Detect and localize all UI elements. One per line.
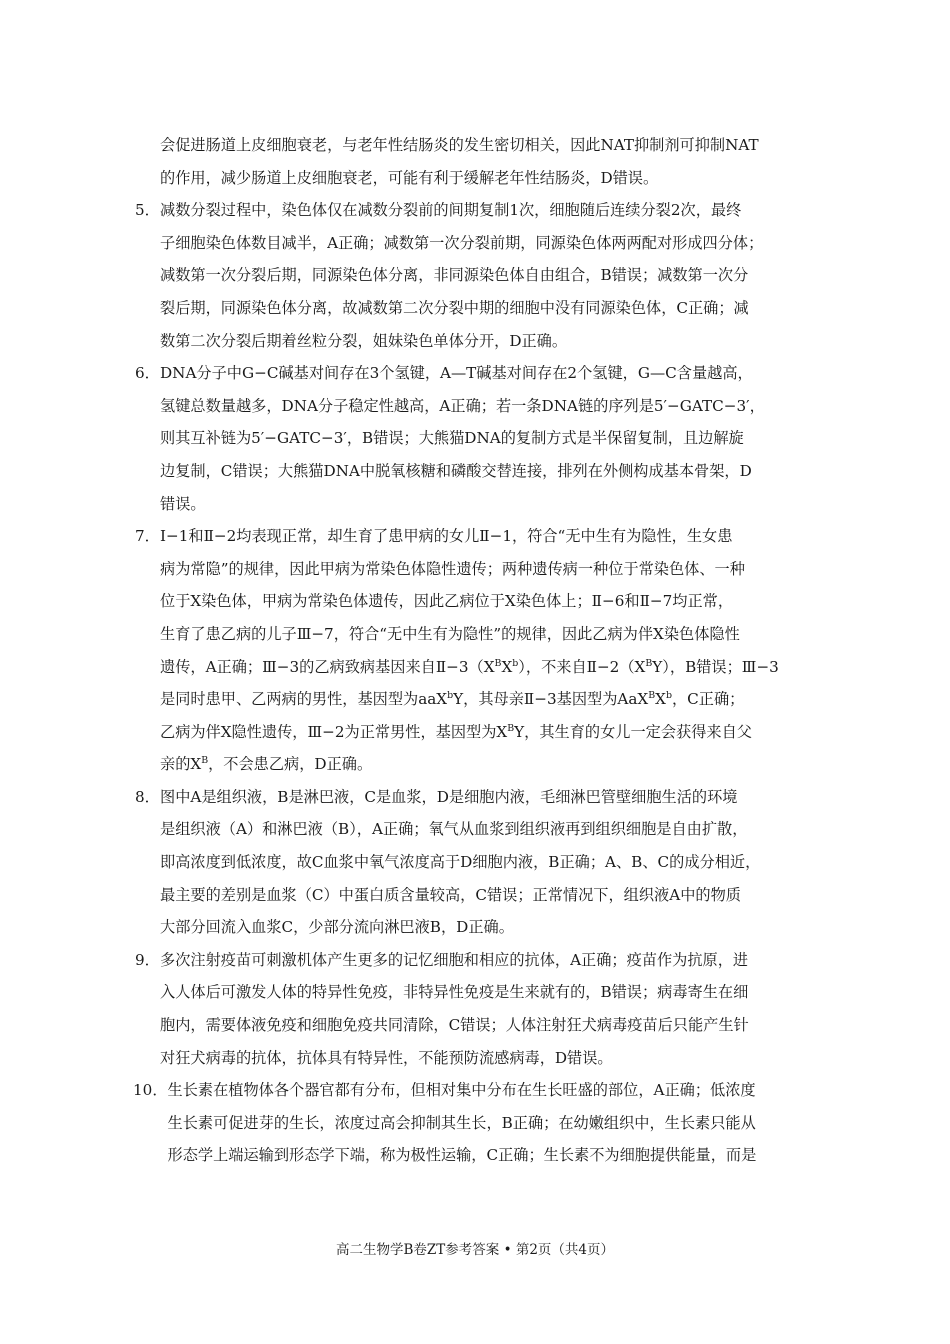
item-explanation — [160, 944, 820, 1074]
text-line: 乙病为伴X隐性遗传，Ⅲ−2为正常男性，基因型为$X^BY$，其生育的女儿一定会获得来自父 — [160, 722, 752, 741]
item-explanation — [160, 781, 820, 944]
text-line: 多次注射疫苗可刺激机体产生更多的记忆细胞和相应的抗体，A正确；疫苗作为抗原，进 — [160, 950, 749, 969]
text-line: 边复制，C错误；大熊猫DNA中脱氧核糖和磷酸交替连接，排列在外侧构成基本骨架，D — [160, 461, 752, 480]
text-line: 减数第一次分裂后期，同源染色体分离，非同源染色体自由组合，B错误；减数第一次分 — [160, 266, 749, 285]
text-line: 位于X染色体，甲病为常染色体遗传，因此乙病位于X染色体上；Ⅱ−6和Ⅱ−7均正常， — [160, 592, 734, 611]
text-line: 的作用，减少肠道上皮细胞衰老，可能有利于缓解老年性结肠炎，D错误。 — [160, 168, 659, 187]
text-line: 胞内，需要体液免疫和细胞免疫共同清除，C错误；人体注射狂犬病毒疫苗后只能产生针 — [160, 1016, 749, 1035]
continued-explanation — [135, 129, 820, 194]
text-line: 数第二次分裂后期着丝粒分裂，姐妹染色单体分开，D正确。 — [160, 331, 568, 350]
text-line: 则其互补链为5′−GATC−3′，B错误；大熊猫DNA的复制方式是半保留复制，且边解旋 — [160, 429, 744, 448]
answer-item-9 — [135, 944, 820, 1074]
item-explanation — [160, 357, 820, 520]
text-line: 是组织液（A）和淋巴液（B），A正确；氧气从血浆到组织液再到组织细胞是自由扩散， — [160, 820, 748, 839]
item-number: 8． — [135, 787, 160, 806]
text-line: 生长素在植物体各个器官都有分布，但相对集中分布在生长旺盛的部位，A正确；低浓度 — [167, 1081, 756, 1100]
answer-item-6 — [135, 357, 820, 520]
text-line: 入人体后可激发人体的特异性免疫，非特异性免疫是生来就有的，B错误；病毒寄生在细 — [160, 983, 749, 1002]
text-line: 大部分回流入血浆C，少部分流向淋巴液B，D正确。 — [160, 918, 514, 937]
text-line: DNA分子中G−C碱基对间存在3个氢键，A—T碱基对间存在2个氢键，G—C含量越高， — [160, 364, 753, 383]
answer-item-8 — [135, 781, 820, 944]
text-line: 遗传，A正确；Ⅲ−3的乙病致病基因来自$Ⅱ-3(X^BX^b)$，不来自$Ⅱ-2(X^BY)$，B错误；Ⅲ−3 — [160, 657, 779, 676]
text-line: 减数分裂过程中，染色体仅在减数分裂前的间期复制1次，细胞随后连续分裂2次，最终 — [160, 201, 742, 220]
item-explanation — [160, 194, 820, 357]
page-footer: 高二生物学B卷ZT参考答案 • 第2页（共4页） — [335, 1242, 615, 1258]
text-line: 亲的$X^B$，不会患乙病，D正确。 — [160, 755, 373, 774]
text-line: 病为常隐”的规律，因此甲病为常染色体隐性遗传；两种遗传病一种位于常染色体、一种 — [160, 559, 745, 578]
item-number: 5． — [135, 201, 160, 220]
text-line: 形态学上端运输到形态学下端，称为极性运输，C正确；生长素不为细胞提供能量，而是 — [167, 1146, 757, 1165]
text-line: 生长素可促进芽的生长，浓度过高会抑制其生长，B正确；在幼嫩组织中，生长素只能从 — [167, 1113, 756, 1132]
text-line: 对狂犬病毒的抗体，抗体具有特异性，不能预防流感病毒，D错误。 — [160, 1048, 613, 1067]
item-explanation — [168, 1074, 820, 1172]
answer-item-10 — [135, 1074, 820, 1172]
text-line: 会促进肠道上皮细胞衰老，与老年性结肠炎的发生密切相关，因此NAT抑制剂可抑制NAT — [160, 136, 759, 154]
text-line: Ⅰ−1和Ⅱ−2均表现正常，却生育了患甲病的女儿Ⅱ−1，符合“无中生有为隐性，生女患 — [160, 527, 733, 546]
text-line: 裂后期，同源染色体分离，故减数第二次分裂中期的细胞中没有同源染色体，C正确；减 — [160, 298, 749, 317]
text-line: 氢键总数量越多，DNA分子稳定性越高，A正确；若一条DNA链的序列是5′−GATC−3′， — [160, 396, 765, 415]
text-line: 子细胞染色体数目减半，A正确；减数第一次分裂前期，同源染色体两两配对形成四分体； — [160, 233, 764, 252]
text-line: 最主要的差别是血浆（C）中蛋白质含量较高，C错误；正常情况下，组织液A中的物质 — [160, 885, 741, 904]
item-number: 6． — [135, 364, 160, 383]
item-number: 7． — [135, 527, 160, 546]
item-explanation — [160, 520, 820, 781]
text-line: 是同时患甲、乙两病的男性，基因型为aaX$^b$Y，其母亲Ⅱ−3基因型为$AaX^BX^b$，C正确； — [160, 690, 745, 709]
text-line: 错误。 — [160, 494, 206, 513]
answer-content — [135, 129, 820, 1172]
text-line: 图中A是组织液，B是淋巴液，C是血浆，D是细胞内液，毛细淋巴管壁细胞生活的环境 — [160, 787, 738, 806]
answer-item-5 — [135, 194, 820, 357]
text-line: 即高浓度到低浓度，故C血浆中氧气浓度高于D细胞内液，B正确；A、B、C的成分相近， — [160, 853, 761, 872]
item-number: 9． — [135, 950, 160, 969]
item-number: 10． — [133, 1081, 168, 1100]
answer-item-7 — [135, 520, 820, 781]
text-line: 生育了患乙病的儿子Ⅲ−7，符合“无中生有为隐性”的规律，因此乙病为伴X染色体隐性 — [160, 624, 740, 643]
